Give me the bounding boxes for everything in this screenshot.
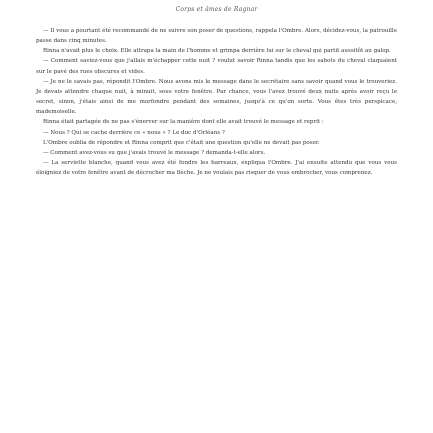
running-header: Corps et âmes de Ragnar (175, 6, 258, 13)
paragraph: — Comment avez-vous su que j'avais trouvé le message ? demanda-t-elle alors. (43, 149, 266, 156)
paragraph: Rinna était partagée de ne pas s'énerver sur la manière dont elle avait trouvé le message et reprit : (43, 119, 324, 126)
paragraph: — La serviette blanche, quand vous avez été fondre les barreaux, expliqua l'Ombre. J'ai ensuite attendu que vous vous éloigniez de votre fenêtre avant de décrocher ma flèche. Je ne voulais pas risquer de vous embrocher, vous comprenez. (36, 160, 397, 177)
paragraph: — Comment saviez-vous que j'allais m'échapper cette nuit ? voulut savoir Rinna tandis que les sabots du cheval claquaient sur le pavé des rues obscures et vides. (36, 58, 397, 75)
paragraph: — Il vous a pourtant été recommandé de ne suivre son poser de questions, rappela l'Ombre. Alors, décidez-vous, la patrouille passe dans cinq minutes. (36, 28, 397, 45)
paragraph: L'Ombre oublia de répondre et Rinna comprit que c'était une question qu'elle ne devait pas poser. (43, 139, 320, 146)
paragraph: — Je ne le savais pas, répondit l'Ombre. Nous avons mis le message dans le secrétaire sans savoir quand vous le trouveriez. Je devais attendre chaque nuit, à minuit, sous votre fenêtre. Par chance, vous l'avez trouvé deux nuits après avoir reçu le secret, sinon, j'étais ainsi de me morfondre pendant des semaines, jusqu'à ce qu'on sorte. Vous êtes très perspicace, mademoiselle. (36, 78, 397, 116)
page-body (36, 26, 397, 178)
paragraph: Rinna n'avait plus le choix. Elle attrapa la main de l'homme et grimpa derrière lui sur le cheval qui partit aussitôt au galop. (43, 48, 391, 55)
paragraph: — Nous ? Qui se cache derrière ce « nous » ? Le duc d'Orléans ? (43, 129, 225, 136)
